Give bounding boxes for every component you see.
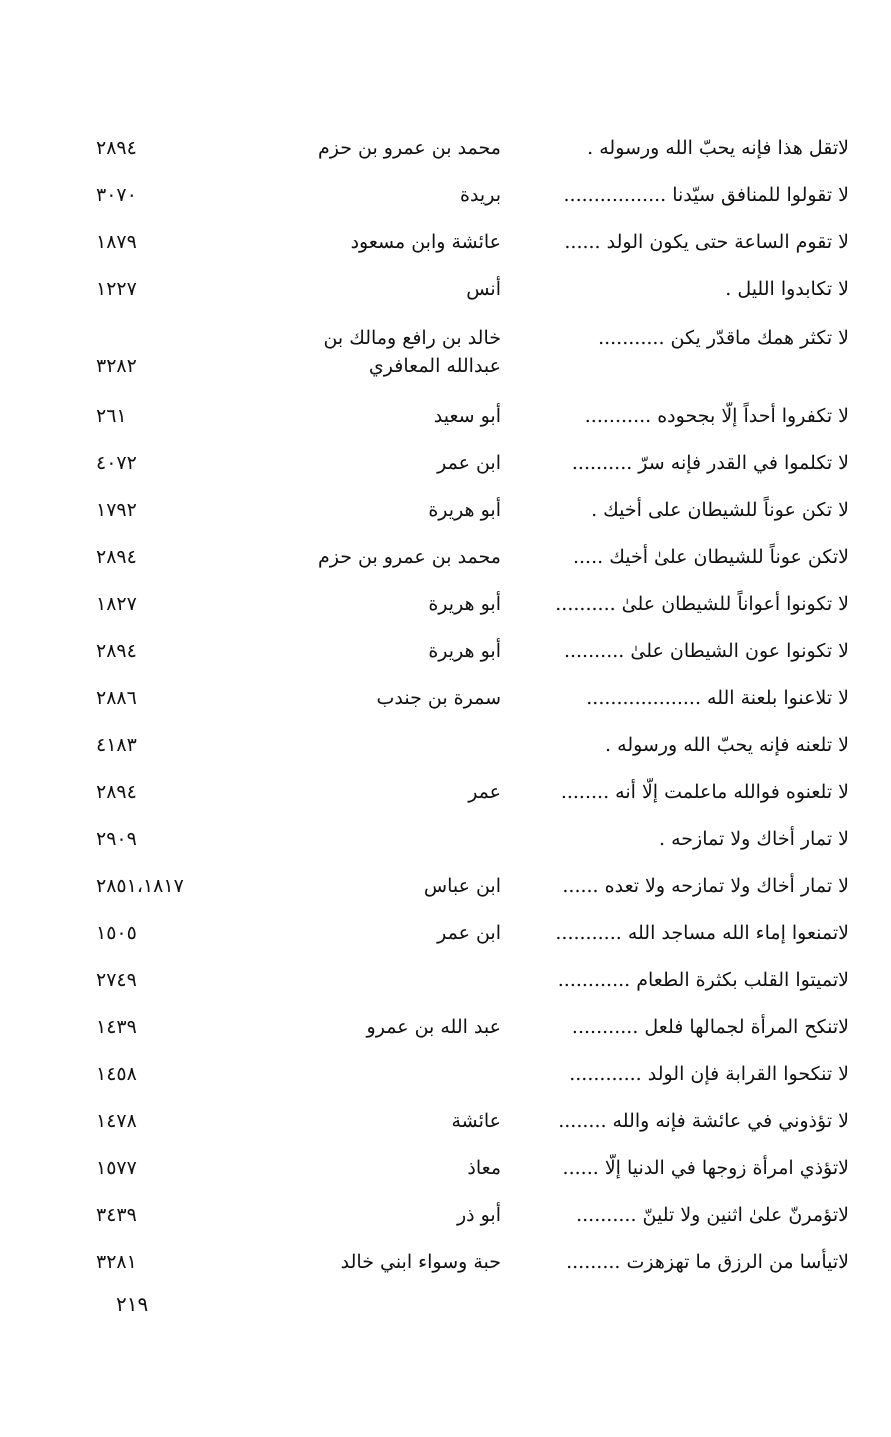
hadith-text: لا تكلموا في القدر فإنه سرّ ..........	[571, 452, 849, 474]
hadith-number: ٤٠٧٢	[96, 452, 137, 474]
hadith-text: لا تنكحوا القرابة فإن الولد ............	[569, 1063, 849, 1085]
hadith-text: لا تقولوا للمنافق سيّدنا .................	[563, 184, 849, 206]
narrator-name: محمد بن عمرو بن حزم	[317, 546, 501, 568]
hadith-number: ٢٨٩٤	[96, 137, 137, 159]
narrator-name: أنس	[466, 278, 501, 300]
narrator-name: عمر	[468, 781, 501, 803]
hadith-number: ٢٨٩٤	[96, 781, 137, 803]
index-row	[0, 128, 891, 175]
hadith-number: ١٤٧٨	[96, 1110, 137, 1132]
hadith-text: لا تقوم الساعة حتى يكون الولد ......	[564, 231, 849, 253]
index-row	[0, 396, 891, 443]
hadith-number: ١٥٧٧	[96, 1157, 137, 1179]
hadith-number: ٣٢٨٢	[96, 355, 137, 377]
narrator-name: أبو هريرة	[428, 593, 501, 615]
index-row	[0, 490, 891, 537]
hadith-number: ٣٠٧٠	[96, 184, 137, 206]
page-number: ٢١٩	[116, 1292, 149, 1316]
hadith-number: ٢٨٩٤	[96, 640, 137, 662]
hadith-text: لا تؤذوني في عائشة فإنه والله ........	[558, 1110, 849, 1132]
hadith-text: لا تكابدوا الليل .	[725, 278, 849, 300]
index-row	[0, 913, 891, 960]
hadith-number: ٢٨٨٦	[96, 687, 137, 709]
hadith-number: ١٨٧٩	[96, 231, 137, 253]
narrator-name: ابن عمر	[437, 452, 501, 474]
hadith-number: ٢٦١	[96, 405, 127, 427]
hadith-text: لاتميتوا القلب بكثرة الطعام ............	[557, 969, 849, 991]
hadith-text: لاتمنعوا إماء الله مساجد الله ...........	[555, 922, 849, 944]
index-row	[0, 1007, 891, 1054]
narrator-name: محمد بن عمرو بن حزم	[317, 137, 501, 159]
hadith-text: لاتيأسا من الرزق ما تهزهزت .........	[566, 1251, 849, 1273]
narrator-name: ابن عمر	[437, 922, 501, 944]
hadith-number: ١٤٥٨	[96, 1063, 137, 1085]
hadith-text: لاتؤذي امرأة زوجها في الدنيا إلّا ......	[562, 1157, 849, 1179]
index-row	[0, 1242, 891, 1289]
hadith-text: لا تلعنوه فوالله ماعلمت إلّا أنه ........	[560, 781, 849, 803]
hadith-text: لاتكن عوناً للشيطان علىٰ أخيك .....	[572, 546, 849, 568]
hadith-number: ١٢٢٧	[96, 278, 137, 300]
index-row	[0, 222, 891, 269]
hadith-number: ٢٩٠٩	[96, 828, 137, 850]
hadith-number: ١٧٩٢	[96, 499, 137, 521]
narrator-name: عبد الله بن عمرو	[366, 1016, 501, 1038]
hadith-text: لا تكونوا عون الشيطان علىٰ ..........	[563, 640, 849, 662]
index-row	[0, 772, 891, 819]
narrator-name: أبو سعيد	[433, 405, 501, 427]
hadith-text: لاتنكح المرأة لجمالها فلعل ...........	[571, 1016, 849, 1038]
index-row	[0, 678, 891, 725]
index-row	[0, 584, 891, 631]
index-row	[0, 316, 891, 388]
hadith-number: ٣٤٣٩	[96, 1204, 137, 1226]
index-row	[0, 269, 891, 316]
index-row	[0, 960, 891, 1007]
hadith-text: لا تكفروا أحداً إلّا بجحوده ...........	[584, 405, 849, 427]
hadith-number: ٢٨٥١،١٨١٧	[96, 875, 184, 897]
hadith-number: ١٥٠٥	[96, 922, 137, 944]
hadith-text: لا تلاعنوا بلعنة الله ...................	[586, 687, 849, 709]
index-row	[0, 175, 891, 222]
narrator-name: ابن عباس	[423, 875, 501, 897]
hadith-text: لا تلعنه فإنه يحبّ الله ورسوله .	[605, 734, 849, 756]
index-row	[0, 1148, 891, 1195]
narrator-name: معاذ	[467, 1157, 501, 1179]
index-row	[0, 1195, 891, 1242]
narrator-name: عائشة وابن مسعود	[350, 231, 501, 253]
hadith-text: لا تكونوا أعواناً للشيطان علىٰ ..........	[555, 593, 849, 615]
narrator-name: بريدة	[460, 184, 501, 206]
index-row	[0, 1054, 891, 1101]
narrator-name: سمرة بن جندب	[376, 687, 501, 709]
hadith-number: ٢٧٤٩	[96, 969, 137, 991]
narrator-name: أبو هريرة	[428, 499, 501, 521]
hadith-text: لا تكن عوناً للشيطان على أخيك .	[591, 499, 849, 521]
index-row	[0, 819, 891, 866]
hadith-number: ١٤٣٩	[96, 1016, 137, 1038]
narrator-name: حبة وسواء ابني خالد	[340, 1251, 501, 1273]
hadith-text: لا تمار أخاك ولا تمازحه .	[659, 828, 849, 850]
narrator-name: عائشة	[451, 1110, 501, 1132]
narrator-name: خالد بن رافع ومالك بن عبدالله المعافري	[323, 327, 501, 377]
narrator-name: أبو هريرة	[428, 640, 501, 662]
hadith-number: ٤١٨٣	[96, 734, 137, 756]
hadith-text: لاتؤمرنّ علىٰ اثنين ولا تلينّ ..........	[576, 1204, 849, 1226]
index-row	[0, 866, 891, 913]
narrator-name: أبو ذر	[456, 1204, 501, 1226]
hadith-text: لاتقل هذا فإنه يحبّ الله ورسوله .	[587, 137, 849, 159]
hadith-text: لا تمار أخاك ولا تمازحه ولا تعده ......	[562, 875, 849, 897]
index-row	[0, 443, 891, 490]
index-row	[0, 725, 891, 772]
hadith-text: لا تكثر همك ماقدّر يكن ...........	[598, 327, 849, 349]
hadith-number: ٣٢٨١	[96, 1251, 137, 1273]
hadith-index-table	[0, 128, 891, 1273]
index-row	[0, 537, 891, 584]
hadith-number: ١٨٢٧	[96, 593, 137, 615]
index-row	[0, 631, 891, 678]
index-row	[0, 1101, 891, 1148]
hadith-number: ٢٨٩٤	[96, 546, 137, 568]
